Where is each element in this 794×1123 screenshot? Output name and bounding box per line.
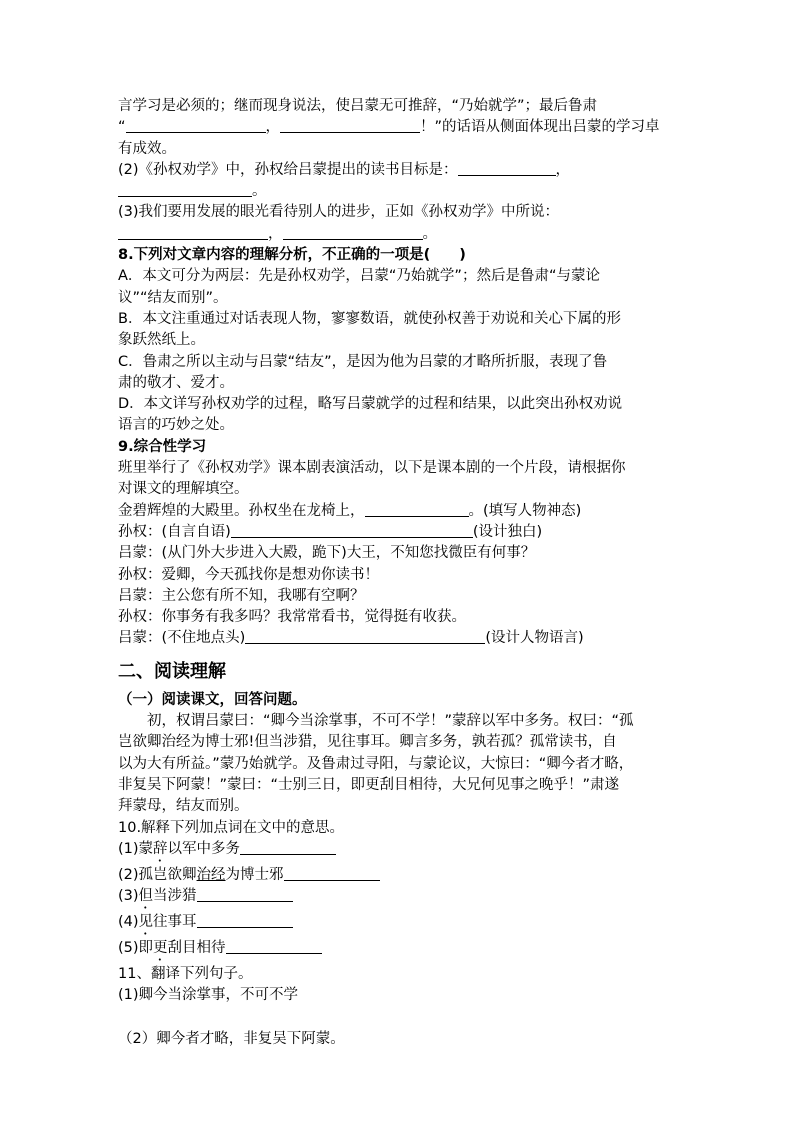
subsection-heading: （一）阅读课文，回答问题。 bbox=[118, 691, 307, 708]
text: 金碧辉煌的大殿里。孙权坐在龙椅上， bbox=[118, 502, 365, 519]
fill-line bbox=[118, 117, 676, 138]
answer-blank[interactable] bbox=[126, 118, 266, 133]
text: (2)《孙权劝学》中，孙权给吕蒙提出的读书目标是： bbox=[118, 161, 458, 178]
answer-blank[interactable] bbox=[280, 118, 420, 133]
answer-blank[interactable] bbox=[231, 523, 473, 538]
option-c[interactable] bbox=[118, 352, 676, 373]
text: A．本文可分为两层：先是孙权劝学，吕蒙“乃始就学”；然后是鲁肃“与蒙论 bbox=[118, 268, 600, 285]
option-d-cont bbox=[118, 415, 676, 436]
text: 当涉猎 bbox=[153, 888, 197, 905]
text: 初，权谓吕蒙曰：“卿今当涂掌事，不可不学！”蒙辞以军中多务。权曰：“孤 bbox=[147, 713, 634, 730]
fill-line bbox=[118, 839, 676, 865]
text: 象跃然纸上。 bbox=[118, 332, 205, 349]
dotted-word: 见 bbox=[138, 914, 154, 931]
text: （2）卿今者才略，非复吴下阿蒙。 bbox=[118, 1030, 345, 1047]
option-a-cont bbox=[118, 288, 676, 309]
passage-line bbox=[118, 732, 676, 753]
text: 11、翻译下列句子。 bbox=[118, 966, 253, 983]
text: ， bbox=[555, 161, 571, 178]
question-2 bbox=[118, 160, 676, 181]
text: C．鲁肃之所以主动与吕蒙“结友”，是因为他为吕蒙的才略所折服，表现了鲁 bbox=[118, 353, 608, 370]
text: 吕蒙：(从门外大步进入大殿，跪下)大王，不知您找微臣有何事？ bbox=[118, 545, 536, 562]
text: (1)蒙 bbox=[118, 840, 154, 857]
text: 。 bbox=[422, 225, 437, 242]
dotted-word: 更 bbox=[153, 940, 168, 957]
text: ！”的话语从侧面体现出吕蒙的学习卓 bbox=[420, 119, 660, 136]
text-line bbox=[118, 479, 676, 500]
text: 为博士邪 bbox=[225, 866, 284, 883]
text: “ bbox=[118, 119, 126, 136]
text: 吕蒙：(不住地点头) bbox=[118, 630, 246, 647]
option-b[interactable] bbox=[118, 309, 676, 330]
text: 孙权：爱卿，今天孤找你是想劝你读书！ bbox=[118, 566, 379, 583]
text: 。(填写人物神态) bbox=[468, 502, 582, 519]
text: 议”“结友而别”。 bbox=[118, 289, 228, 306]
section-heading: 二、阅读理解 bbox=[118, 660, 226, 682]
answer-blank[interactable] bbox=[240, 840, 336, 855]
dotted-word: 辞 bbox=[153, 840, 168, 857]
dotted-word: 但 bbox=[138, 888, 154, 905]
option-b-cont bbox=[118, 330, 676, 351]
text: 岂欲卿治经为博士邪!但当涉猎，见往事耳。卿言多务，孰若孤？孤常读书，自 bbox=[118, 734, 617, 751]
text: 孙权：(自言自语) bbox=[118, 523, 231, 540]
text: (3)我们要用发展的眼光看待别人的进步，正如《孙权劝学》中所说： bbox=[118, 204, 560, 221]
answer-blank[interactable] bbox=[283, 225, 423, 240]
text: (2)孤岂欲卿 bbox=[118, 866, 197, 883]
text: (设计独白) bbox=[472, 523, 543, 540]
passage-line bbox=[118, 754, 676, 775]
question-3 bbox=[118, 202, 676, 223]
answer-blank[interactable] bbox=[245, 629, 485, 644]
text-line bbox=[118, 139, 676, 160]
option-a[interactable] bbox=[118, 266, 676, 287]
translate-item-2 bbox=[118, 1029, 676, 1050]
dialogue-line bbox=[118, 565, 676, 586]
text: 班里举行了《孙权劝学》课本剧表演活动，以下是课本剧的一个片段，请根据你 bbox=[118, 460, 626, 477]
question-9 bbox=[118, 437, 676, 458]
answer-blank[interactable] bbox=[197, 887, 293, 902]
text: (3) bbox=[118, 888, 139, 905]
translate-item-1 bbox=[118, 985, 676, 1006]
text: 非复吴下阿蒙！”蒙曰：“士别三日，即更刮目相待，大兄何见事之晚乎！”肃遂 bbox=[118, 776, 620, 793]
text: 9.综合性学习 bbox=[118, 438, 207, 455]
text: (5)即 bbox=[118, 940, 154, 957]
text: 有成效。 bbox=[118, 140, 176, 157]
text: 10.解释下列加点词在文中的意思。 bbox=[118, 819, 345, 836]
text: (设计人物语言) bbox=[485, 630, 584, 647]
text: (1)卿今当涂掌事，不可不学 bbox=[118, 987, 299, 1004]
text: 吕蒙：主公您有所不知，我哪有空啊？ bbox=[118, 587, 365, 604]
text: B．本文注重通过对话表现人物，寥寥数语，就使孙权善于劝说和关心下属的形 bbox=[118, 310, 621, 327]
text: 以为大有所益。”蒙乃始就学。及鲁肃过寻阳，与蒙论议，大惊曰：“卿今者才略， bbox=[118, 755, 634, 772]
text: 肃的敬才、爱才。 bbox=[118, 374, 234, 391]
answer-blank[interactable] bbox=[118, 182, 252, 197]
answer-blank[interactable] bbox=[365, 502, 469, 517]
text: D．本文详写孙权劝学的过程，略写吕蒙就学的过程和结果，以此突出孙权劝说 bbox=[118, 396, 623, 413]
text: 往事耳 bbox=[153, 914, 197, 931]
passage-line bbox=[118, 796, 676, 817]
dialogue-line bbox=[118, 607, 676, 628]
text: ， bbox=[268, 225, 283, 242]
text: (4) bbox=[118, 914, 139, 931]
text: 言学习是必须的；继而现身说法，使吕蒙无可推辞，“乃始就学”；最后鲁肃 bbox=[118, 98, 598, 114]
text: 语言的巧妙之处。 bbox=[118, 417, 234, 434]
fill-line bbox=[118, 224, 676, 245]
answer-space[interactable] bbox=[118, 1007, 676, 1029]
fill-line bbox=[118, 501, 676, 522]
text: 对课文的理解填空。 bbox=[118, 481, 249, 498]
text: 孙权：你事务有我多吗？我常常看书，觉得挺有收获。 bbox=[118, 609, 466, 626]
text-line bbox=[118, 458, 676, 479]
fill-line bbox=[118, 522, 676, 543]
answer-blank[interactable] bbox=[458, 161, 556, 176]
question-11 bbox=[118, 964, 676, 985]
answer-blank[interactable] bbox=[118, 225, 268, 240]
text: 8.下列对文章内容的理解分析，不正确的一项是( ) bbox=[118, 247, 466, 264]
text: 刮目相待 bbox=[167, 940, 226, 957]
fill-line bbox=[118, 865, 676, 886]
fill-line bbox=[118, 628, 676, 649]
fill-line bbox=[118, 886, 676, 912]
fill-line bbox=[118, 938, 676, 964]
text-line bbox=[118, 96, 676, 117]
fill-line bbox=[118, 912, 676, 938]
dialogue-line bbox=[118, 586, 676, 607]
fill-line bbox=[118, 181, 676, 202]
answer-blank[interactable] bbox=[226, 939, 322, 954]
answer-blank[interactable] bbox=[197, 913, 293, 928]
text: 。 bbox=[252, 183, 267, 200]
passage-line bbox=[118, 711, 676, 732]
text: 拜蒙母，结友而别。 bbox=[118, 798, 249, 815]
dotted-word: 治经 bbox=[196, 866, 226, 883]
text: 以军中多务 bbox=[167, 840, 241, 857]
option-c-cont bbox=[118, 373, 676, 394]
passage-line bbox=[118, 775, 676, 796]
text: ， bbox=[265, 119, 281, 136]
answer-blank[interactable] bbox=[284, 866, 380, 881]
question-8 bbox=[118, 245, 676, 266]
question-10 bbox=[118, 818, 676, 839]
worksheet-page bbox=[118, 96, 676, 1050]
option-d[interactable] bbox=[118, 394, 676, 415]
dialogue-line bbox=[118, 543, 676, 564]
